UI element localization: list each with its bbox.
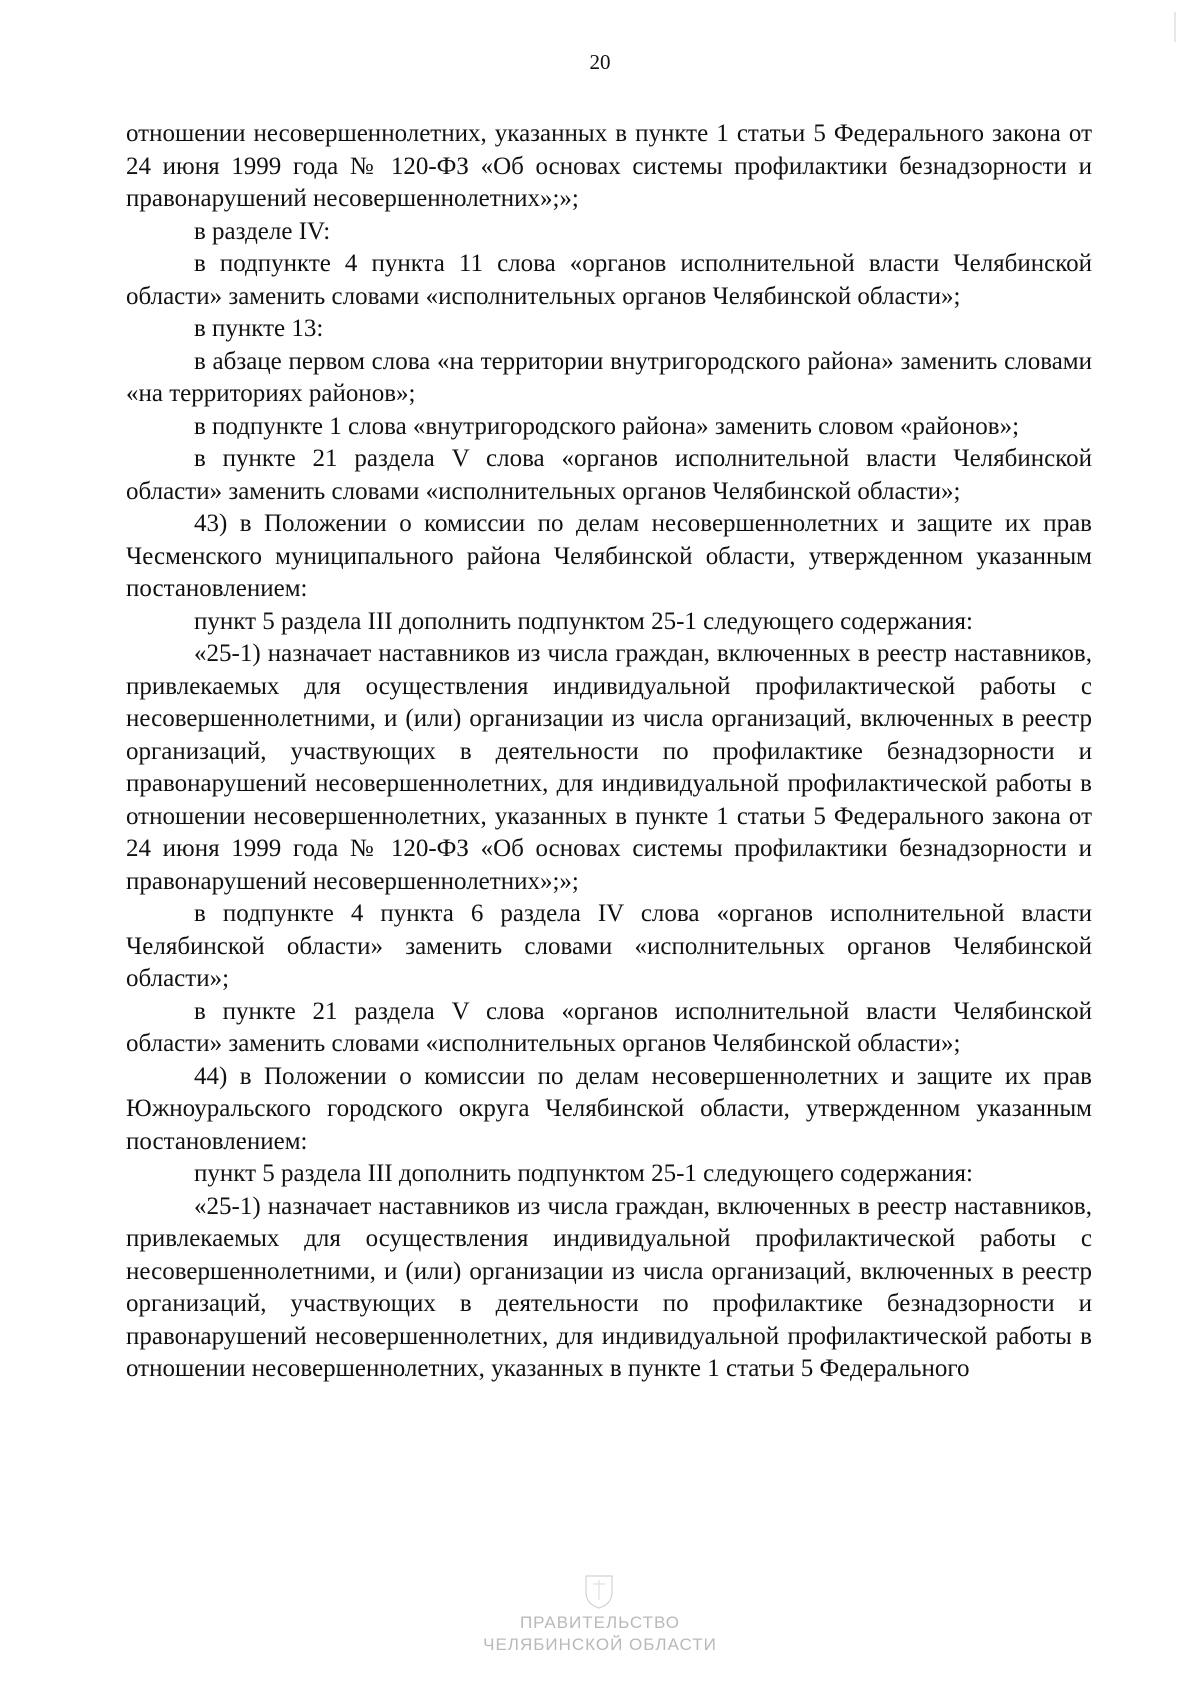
paragraph: в пункте 21 раздела V слова «органов исполнительной власти Челябинской области» заменить словами «исполнительных органов Челябинской области»; [126,997,1092,1057]
paragraph: пункт 5 раздела III дополнить подпунктом 25-1 следующего содержания: [194,1160,973,1187]
paragraph: в абзаце первом слова «на территории внутригородского района» заменить словами «на территориях районов»; [126,347,1092,407]
paragraph: в подпункте 1 слова «внутригородского района» заменить словом «районов»; [194,412,1020,440]
paragraph: пункт 5 раздела III дополнить подпунктом 25-1 следующего содержания: [194,607,973,635]
document-body [126,118,1092,1386]
scan-edge-mark [1172,12,1178,42]
paragraph: «25-1) назначает наставников из числа граждан, включенных в реестр наставников, привлекаемых для осуществления индивидуальной профилактической работы с несовершеннолетними, и (или) организации из числа организаций, включенных в реестр организаций, участвующих в деятельности по профилактике безнадзорности и правонарушений несовершеннолетних, для индивидуальной профилактической работы в отношении несовершеннолетних, указанных в пункте 1 статьи 5 Федерального [126,1192,1092,1382]
paragraph: отношении несовершеннолетних, указанных в пункте 1 статьи 5 Федерального закона от 24 июня 1999 года № 120-ФЗ «Об основах системы профилактики безнадзорности и правонарушений несовершеннолетних»;»; [126,120,1092,212]
paragraph: в подпункте 4 пункта 11 слова «органов исполнительной власти Челябинской области» заменить словами «исполнительных органов Челябинской области»; [126,250,1092,310]
paragraph: в подпункте 4 пункта 6 раздела IV слова «органов исполнительной власти Челябинской области» заменить словами «исполнительных органов Челябинской области»; [126,900,1092,992]
paragraph: в пункте 21 раздела V слова «органов исполнительной власти Челябинской области» заменить словами «исполнительных органов Челябинской области»; [126,445,1092,505]
paragraph: 43) в Положении о комиссии по делам несовершеннолетних и защите их прав Чесменского муниципального района Челябинской области, утвержденном указанным постановлением: [126,510,1092,602]
paragraph: в разделе IV: [194,217,331,245]
page-number: 20 [589,50,611,74]
paragraph: 44) в Положении о комиссии по делам несовершеннолетних и защите их прав Южноуральского городского округа Челябинской области, утвержденном указанным постановлением: [126,1062,1092,1155]
stamp-line-2: ЧЕЛЯБИНСКОЙ ОБЛАСТИ [483,1635,717,1654]
paragraph: «25-1) назначает наставников из числа граждан, включенных в реестр наставников, привлекаемых для осуществления индивидуальной профилактической работы с несовершеннолетними, и (или) организации из числа организаций, включенных в реестр организаций, участвующих в деятельности по профилактике безнадзорности и правонарушений несовершеннолетних, для индивидуальной профилактической работы в отношении несовершеннолетних, указанных в пункте 1 статьи 5 Федерального закона от 24 июня 1999 года № 120-ФЗ «Об основах системы профилактики безнадзорности и правонарушений несовершеннолетних»;»; [126,640,1092,895]
paragraph: в пункте 13: [194,315,324,342]
stamp-line-1: ПРАВИТЕЛЬСТВО [519,1613,681,1632]
coat-of-arms-icon [582,1570,616,1610]
government-stamp [0,1612,1200,1656]
